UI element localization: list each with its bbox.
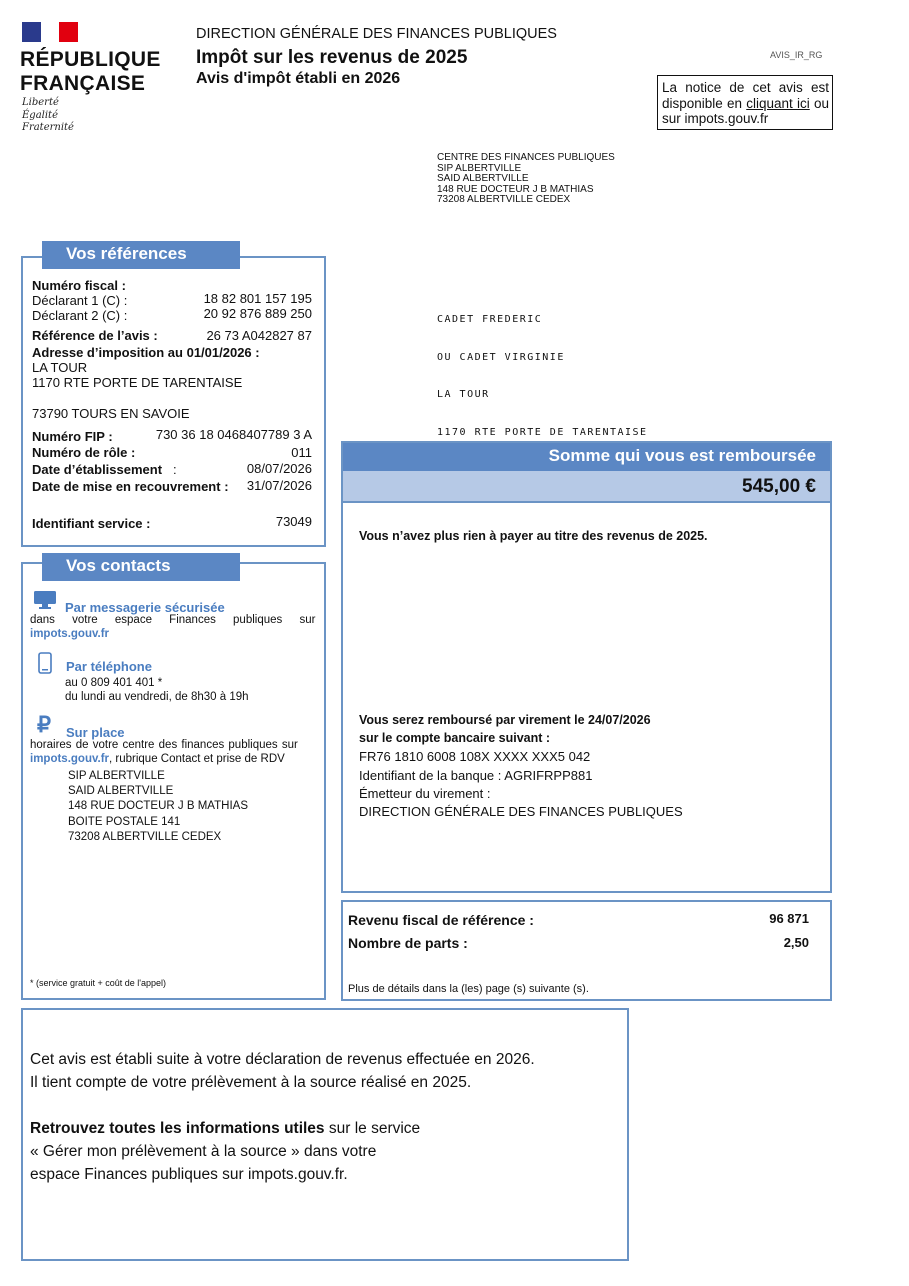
recipient-address: CADET FREDERIC OU CADET VIRGINIE LA TOUR 1170 RTE PORTE DE TARENTAISE — [437, 314, 648, 438]
document-subtitle: Avis d'impôt établi en 2026 — [196, 70, 401, 87]
place-text: horaires de votre centre des finances publiques sur — [30, 739, 298, 751]
header-org: DIRECTION GÉNÉRALE DES FINANCES PUBLIQUES — [196, 26, 557, 42]
document-title: Impôt sur les revenus de 2025 — [196, 47, 468, 68]
refund-amount: 545,00 € — [343, 471, 830, 503]
references-title: Vos références — [42, 241, 240, 269]
centre-address: CENTRE DES FINANCES PUBLIQUES SIP ALBERTVILLE SAID ALBERTVILLE 148 RUE DOCTEUR J B MATHIAS 73208 ALBERTVILLE CEDEX — [437, 152, 615, 205]
bank-identifier: Identifiant de la banque : AGRIFRPP881 — [359, 768, 593, 783]
logo-text: RÉPUBLIQUE FRANÇAISE — [20, 48, 161, 95]
telephone-hours: du lundi au vendredi, de 8h30 à 19h — [65, 691, 249, 703]
place-text-2: impots.gouv.fr, rubrique Contact et prise de RDV — [30, 753, 285, 765]
contacts-panel: Par messagerie sécurisée dans votre espace Finances publiques sur impots.gouv.fr Par téléphone au 0 809 401 401 * du lundi au vendredi, de 8h30 à 19h ₽ Sur place horaires de votre centre des finances publiques sur impots.gouv.fr, rubrique Contact et prise de RDV SIP ALBERTVILLE SAID ALBERTVILLE 148 RUE DOCTEUR J B MATHIAS BOITE POSTALE 141 73208 ALBERTVILLE CEDEX * (service gratuit + coût de l'appel) — [21, 562, 326, 1000]
refund-title: Somme qui vous est remboursée — [343, 443, 830, 471]
rfr-value: 96 871 — [769, 911, 809, 926]
messagerie-title: Par messagerie sécurisée — [65, 600, 225, 615]
svg-text:₽: ₽ — [37, 712, 51, 736]
info-bold-line: Retrouvez toutes les informations utiles sur le service — [30, 1120, 421, 1137]
emetteur: DIRECTION GÉNÉRALE DES FINANCES PUBLIQUES — [359, 804, 683, 819]
info-panel: Cet avis est établi suite à votre déclaration de revenus effectuée en 2026. Il tient compte de votre prélèvement à la source réalisé en 2025. Retrouvez toutes les informations utiles sur le service « Gérer mon prélèvement à la source » dans votre espace Finances publiques sur impots.gouv.fr. — [21, 1008, 629, 1261]
notice-link[interactable]: cliquant ici — [746, 95, 810, 111]
messagerie-text: dans votre espace Finances publiques sur — [30, 614, 316, 626]
details-note: Plus de détails dans la (les) page (s) suivante (s). — [348, 983, 589, 995]
tax-office-icon — [34, 712, 56, 736]
refund-message: Vous n’avez plus rien à payer au titre des revenus de 2025. — [359, 529, 708, 543]
notice-box: La notice de cet avis est disponible en cliquant ici ou sur impots.gouv.fr — [657, 75, 833, 130]
logo-motto: Liberté Égalité Fraternité — [22, 97, 74, 133]
iban: FR76 1810 6008 108X XXXX XXX5 042 — [359, 749, 591, 764]
place-title: Sur place — [66, 725, 125, 740]
footnote: * (service gratuit + coût de l'appel) — [30, 978, 167, 988]
revenue-panel: Revenu fiscal de référence : 96 871 Nombre de parts : 2,50 Plus de détails dans la (les) page (s) suivante (s). — [341, 900, 832, 1001]
references-panel: Numéro fiscal : Déclarant 1 (C) : 18 82 801 157 195 Déclarant 2 (C) : 20 92 876 889 250 Référence de l’avis : 26 73 A042827 87 Adresse d’imposition au 01/01/2026 : LA TOUR 1170 RTE PORTE DE TARENTAISE 73790 TOURS EN SAVOIE Numéro FIP : 730 36 18 0468407789 3 A Numéro de rôle : 011 Date d’établissement : 08/07/2026 Date de mise en recouvrement : 31/07/2026 Identifiant service : 73049 — [21, 256, 326, 547]
telephone-title: Par téléphone — [66, 659, 152, 674]
refund-panel: Somme qui vous est remboursée 545,00 € Vous n’avez plus rien à payer au titre des revenus de 2025. Vous serez remboursé par virement le 24/07/2026 sur le compte bancaire suivant : FR76 1810 6008 108X XXXX XXX5 042 Identifiant de la banque : AGRIFRPP881 Émetteur du virement : DIRECTION GÉNÉRALE DES FINANCES PUBLIQUES — [341, 441, 832, 893]
parts-value: 2,50 — [783, 935, 809, 950]
contacts-title: Vos contacts — [42, 553, 240, 581]
place-link[interactable]: impots.gouv.fr — [30, 753, 110, 765]
marianne-flag-icon — [22, 22, 78, 42]
computer-icon — [33, 590, 57, 610]
messagerie-link[interactable]: impots.gouv.fr — [30, 628, 110, 640]
smartphone-icon — [38, 652, 52, 674]
document-code: AVIS_IR_RG — [770, 50, 823, 60]
telephone-number: au 0 809 401 401 * — [65, 677, 163, 689]
